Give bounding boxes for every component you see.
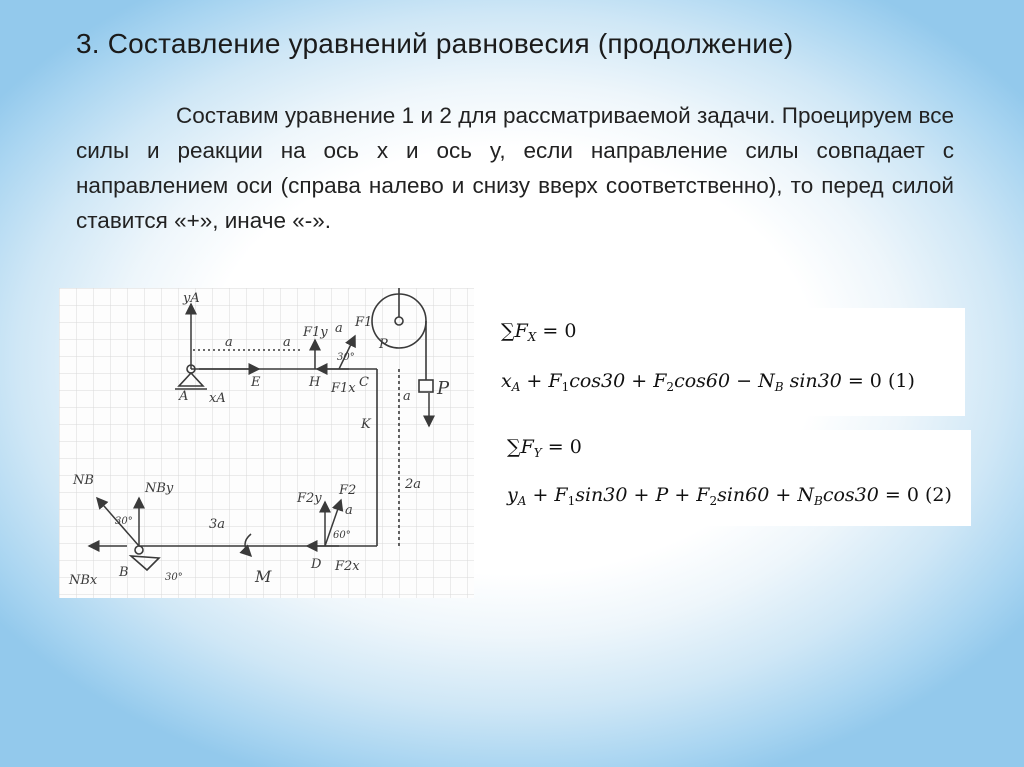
label-xa: xA: [209, 391, 226, 406]
eq2-plus-1: +: [526, 484, 555, 506]
label-angle-30-c: 30°: [165, 572, 183, 583]
label-f2: F2: [339, 483, 357, 498]
label-f2y: F2y: [297, 491, 322, 506]
label-point-h: H: [309, 375, 321, 390]
eq1-nb: N: [758, 370, 775, 392]
eq2-f2-sub: 2: [709, 494, 718, 508]
label-a-small: a: [345, 503, 353, 518]
sigma-symbol-x: ∑: [501, 320, 515, 342]
sigma-symbol-y: ∑: [507, 436, 521, 458]
eq2-plus-4: +: [769, 484, 798, 506]
eq2-nb-sub: B: [813, 494, 823, 508]
grid-paper: [59, 288, 474, 598]
equation-box-x: [493, 308, 965, 416]
slide-paragraph: Составим уравнение 1 и 2 для рассматриваемой задачи. Проецируем все силы и реакции на ось x и ось y, если направление силы совпадает с направлением оси (справа налево и снизу вверх соответственно), то перед силой ставится «+», иначе «-».: [76, 103, 954, 233]
eq1-xa: x: [501, 370, 512, 392]
equation-2: [507, 484, 952, 508]
eq2-ya-sub: A: [517, 494, 527, 508]
label-point-b: B: [119, 565, 129, 580]
label-ya: yA: [183, 291, 200, 306]
label-2a: 2a: [405, 477, 422, 492]
label-angle-60: 60°: [333, 530, 351, 541]
eq2-plus-3: +: [668, 484, 697, 506]
eq1-cos60: cos60: [674, 370, 731, 392]
equation-box-y: [499, 430, 971, 526]
eq2-cos30: cos30: [822, 484, 879, 506]
sum-fx-rhs: = 0: [542, 320, 577, 342]
eq2-rhs: = 0 (2): [878, 484, 952, 506]
label-3a: 3a: [209, 517, 226, 532]
eq2-p: P: [655, 484, 669, 506]
eq1-nb-sub: B: [774, 380, 784, 394]
label-point-e: E: [251, 375, 261, 390]
eq1-xa-sub: A: [511, 380, 521, 394]
label-a-right: a: [403, 389, 411, 404]
label-angle-30-a: 30°: [337, 352, 355, 363]
eq1-f2: F: [653, 370, 667, 392]
eq2-sin30: sin30: [575, 484, 628, 506]
eq1-plus-1: +: [520, 370, 549, 392]
label-angle-30-b: 30°: [115, 516, 133, 527]
sum-fy-rhs: = 0: [547, 436, 582, 458]
label-point-k: K: [361, 417, 371, 432]
label-point-c: C: [359, 375, 369, 390]
label-point-d: D: [311, 557, 322, 572]
eq1-rhs: = 0 (1): [841, 370, 915, 392]
label-nby: NBy: [145, 481, 174, 496]
label-a-1: a: [225, 335, 233, 350]
label-nb: NB: [73, 473, 94, 488]
eq1-cos30: cos30: [569, 370, 626, 392]
slide-paragraph-container: [76, 98, 954, 238]
label-m: M: [255, 567, 272, 586]
label-p-load: P: [437, 378, 450, 399]
eq1-plus-2: +: [625, 370, 654, 392]
label-f1x: F1x: [331, 381, 356, 396]
force-diagram-svg: [59, 288, 474, 598]
equation-1: [501, 370, 915, 394]
eq2-nb: N: [797, 484, 814, 506]
equation-sum-fy: [507, 436, 582, 460]
force-diagram: [59, 288, 474, 598]
eq2-plus-2: +: [627, 484, 656, 506]
label-nbx: NBx: [69, 573, 98, 588]
equation-sum-fx: [501, 320, 576, 344]
eq2-f2: F: [696, 484, 710, 506]
eq1-f1-sub: 1: [561, 380, 570, 394]
label-f2x: F2x: [335, 559, 360, 574]
label-a-3: a: [335, 321, 343, 336]
eq2-f1: F: [554, 484, 568, 506]
sum-f-y: F: [520, 436, 534, 458]
label-p-top: P: [379, 337, 388, 352]
label-point-a: A: [179, 389, 189, 404]
eq2-sin60: sin60: [717, 484, 770, 506]
sum-f-x-sub: X: [527, 330, 537, 344]
eq1-minus: −: [730, 370, 759, 392]
label-f1: F1: [355, 315, 373, 330]
label-a-2: a: [283, 335, 291, 350]
eq2-ya: y: [507, 484, 518, 506]
eq1-f2-sub: 2: [666, 380, 675, 394]
sum-f-x: F: [514, 320, 528, 342]
label-f1y: F1y: [303, 325, 328, 340]
slide-title: 3. Составление уравнений равновесия (продолжение): [76, 28, 794, 59]
eq1-sin30: sin30: [783, 370, 842, 392]
sum-f-y-sub: Y: [533, 446, 542, 460]
eq1-f1: F: [548, 370, 562, 392]
eq2-f1-sub: 1: [567, 494, 576, 508]
